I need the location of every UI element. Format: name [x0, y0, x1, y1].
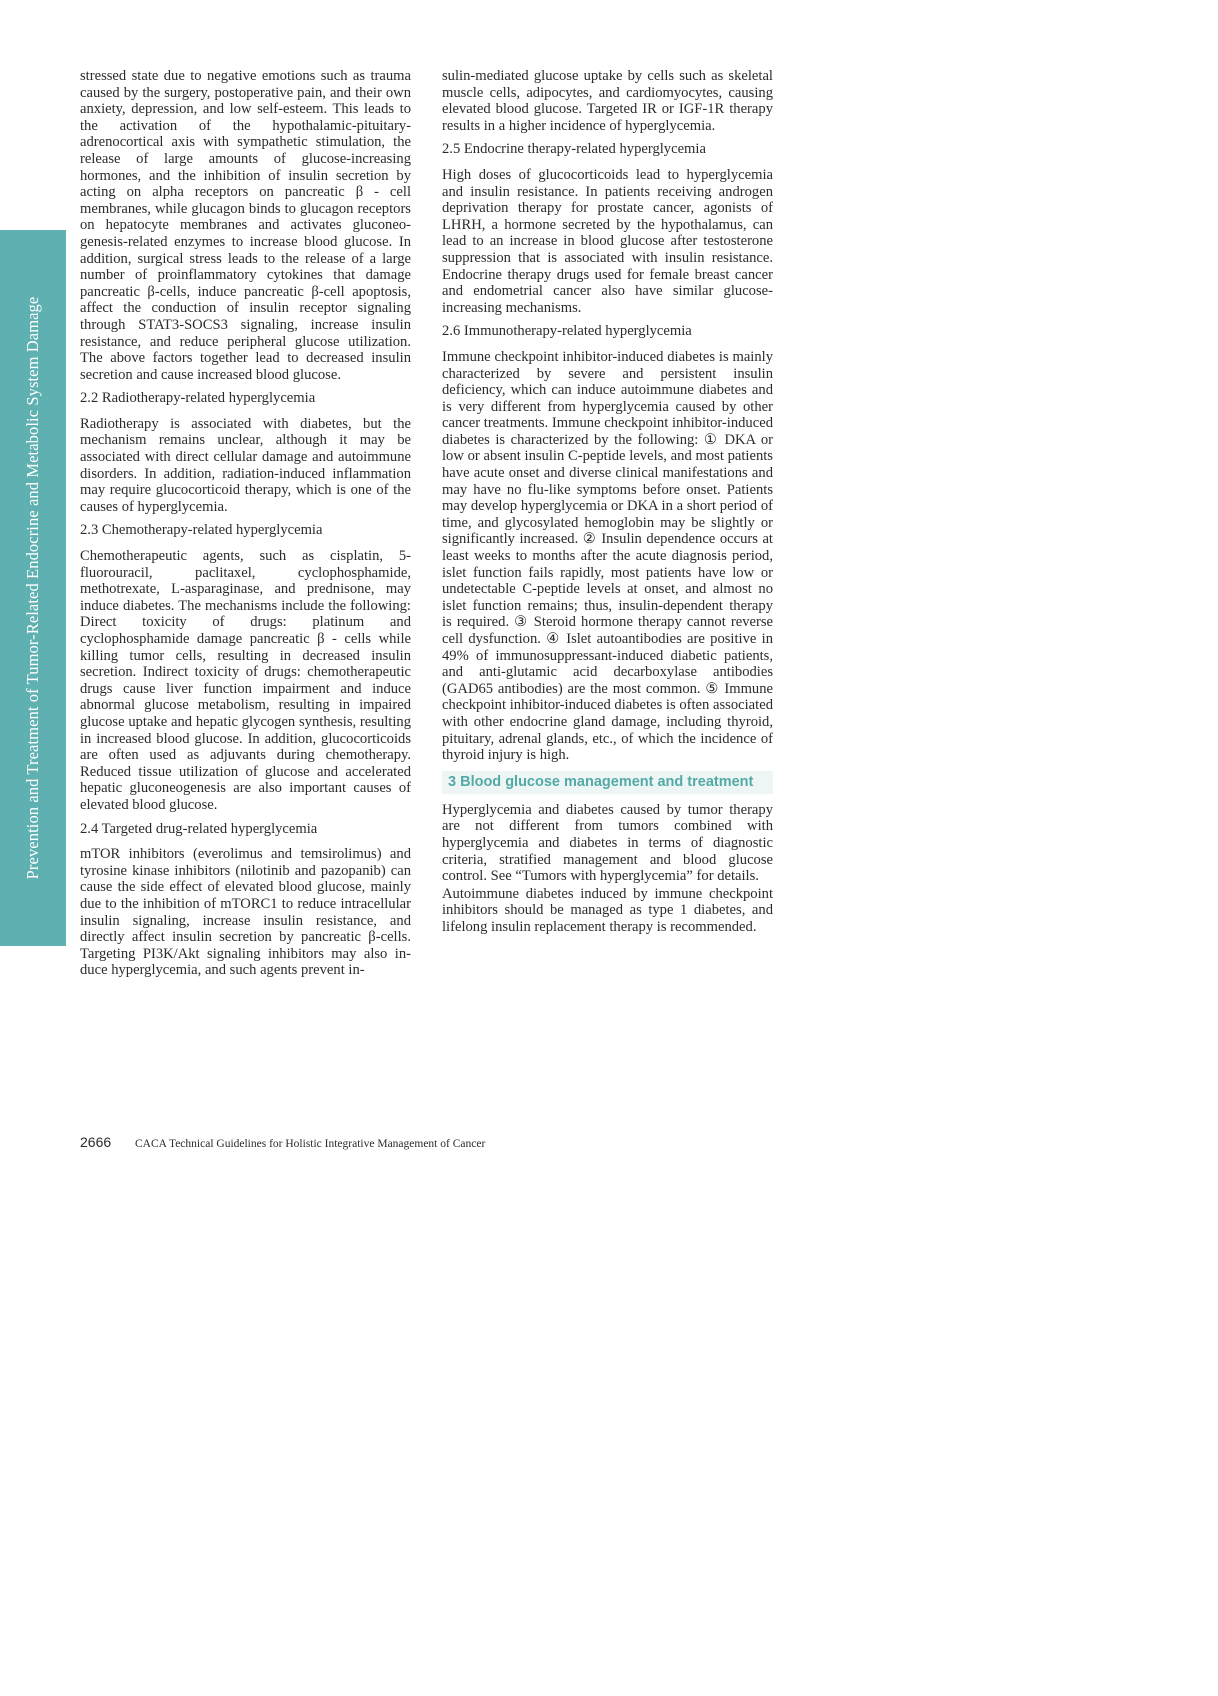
paragraph-radiotherapy: Radiotherapy is associated with diabetes, but the mechanism remains unclear, although it may be associated with direct cellular damage and autoimmune disorders. In addition, radiation-induced inflammation may require glucocorticoid therapy, which is one of the causes of hyperglycemia.: [80, 415, 411, 515]
heading-2-3: 2.3 Chemotherapy-related hyperglycemia: [80, 522, 323, 539]
running-title: CACA Technical Guidelines for Holistic Integrative Management of Cancer: [135, 1138, 486, 1150]
heading-2-2: 2.2 Radiotherapy-related hyperglycemia: [80, 390, 316, 407]
paragraph-surgical-stress: stressed state due to negative emotions such as trauma caused by the surgery, postoperative pain, and their own anxiety, depression, and low self-esteem. This leads to the activation of the hypothalamic-pituitary-adrenocortical axis with sympathetic stimulation, the release of large amounts of glucose-increasing hormones, and the inhibition of insulin secretion by acting on alpha receptors on pancreatic β - cell membranes, while glucagon binds to glucagon receptors on hepatocyte membranes and activates gluconeogenesis-related enzymes to increase blood glucose. In addition, surgical stress leads to the release of a large number of proinflammatory cytokines that damage pancreatic β-cells, induce pancreatic β-cell apoptosis, affect the conduction of insulin receptor signaling through STAT3-SOCS3 signaling, increase insulin resistance, and reduce peripheral glucose utilization. The above factors together lead to decreased insulin secretion and cause increased blood glucose.: [80, 68, 411, 383]
paragraph-endocrine-therapy: High doses of glucocorticoids lead to hyperglycemia and insulin resistance. In patients receiving androgen deprivation therapy for prostate cancer, agonists of LHRH, a hormone secreted by the hypothalamus, can lead to an increase in blood glucose after testosterone suppression that is associated with insulin resistance. Endocrine therapy drugs used for female breast cancer and endometrial cancer also have similar glucose-increasing mechanisms.: [442, 166, 773, 316]
chapter-side-title: Prevention and Treatment of Tumor-Related Endocrine and Metabolic System Damage: [23, 296, 42, 880]
paragraph-autoimmune-diabetes: Autoimmune diabetes induced by immune checkpoint inhibitors should be managed as type 1 diabetes, and lifelong insulin replacement therapy is recommended.: [442, 885, 773, 935]
paragraph-insulin-uptake: sulin-mediated glucose uptake by cells such as skeletal muscle cells, adipocytes, and cardiomyocytes, causing elevated blood glucose. Targeted IR or IGF-1R therapy results in a higher incidence of hyperglycemia.: [442, 68, 773, 134]
paragraph-targeted-drugs: mTOR inhibitors (everolimus and temsirolimus) and tyrosine kinase inhibitors (nilotinib and pazopanib) can cause the side effect of elevated blood glucose, mainly due to the inhibition of mTORC1 to reduce intracellular insulin signaling, increase insulin resistance, and directly affect insulin secretion by pancreatic β-cells. Targeting PI3K/Akt signaling inhibitors may also induce hyperglycemia, and such agents prevent in-: [80, 846, 411, 979]
paragraph-chemotherapy: Chemotherapeutic agents, such as cisplatin, 5-fluorouracil, paclitaxel, cyclophosphamide, methotrexate, L-asparaginase, and prednisone, may induce diabetes. The mechanisms include the following: Direct toxicity of drugs: platinum and cyclophosphamide damage pancreatic β - cells while killing tumor cells, resulting in decreased insulin secretion. Indirect toxicity of drugs: chemotherapeutic drugs cause liver function impairment and induce abnormal glucose metabolism, resulting in impaired glucose uptake and hepatic glycogen synthesis, resulting in increased blood glucose. In addition, glucocorticoids are often used as adjuvants during chemotherapy. Reduced tissue utilization of glucose and accelerated hepatic gluconeogenesis are also important causes of elevated blood glucose.: [80, 548, 411, 813]
page-footer: [80, 1134, 485, 1150]
heading-2-6: 2.6 Immunotherapy-related hyperglycemia: [442, 323, 692, 340]
heading-2-4: 2.4 Targeted drug-related hyperglycemia: [80, 820, 318, 837]
paragraph-management: Hyperglycemia and diabetes caused by tumor therapy are not different from tumors combined with hyperglycemia and diabetes in terms of diagnostic criteria, stratified management and blood glucose control. See “Tumors with hyperglycemia” for details.: [442, 801, 773, 885]
heading-section-3: 3 Blood glucose management and treatment: [442, 771, 773, 794]
left-column: [80, 68, 411, 986]
right-column: [442, 68, 773, 943]
paragraph-immunotherapy: Immune checkpoint inhibitor-induced diabetes is mainly characterized by severe and persistent insulin deficiency, which can induce autoimmune diabetes and is very different from hyperglycemia caused by other cancer treatments. Immune checkpoint inhibitor-induced diabetes is characterized by the following: ① DKA or low or absent insulin C-peptide levels, and most patients have acute onset and diverse clinical manifestations and may have no flu-like symptoms before onset. Patients may develop hyperglycemia or DKA in a short period of time, and glycosylated hemoglobin may be slightly or significantly increased. ② Insulin dependence occurs at least weeks to months after the acute diagnosis period, islet function fails rapidly, most patients have low or undetectable C-peptide levels at onset, and almost no islet function remains; thus, insulin-dependent therapy is required. ③ Steroid hormone therapy cannot reverse cell dysfunction. ④ Islet autoantibodies are positive in 49% of immunosuppressant-induced diabetic patients, and anti-glutamic acid decarboxylase antibodies (GAD65 antibodies) are the most common. ⑤ Immune checkpoint inhibitor-induced diabetes is often associated with other endocrine gland damage, including thyroid, pituitary, adrenal glands, etc., of which the incidence of thyroid injury is high.: [442, 348, 773, 764]
chapter-side-tab: [0, 230, 66, 946]
heading-2-5: 2.5 Endocrine therapy-related hyperglycemia: [442, 141, 706, 158]
page-number: 2666: [80, 1134, 112, 1150]
